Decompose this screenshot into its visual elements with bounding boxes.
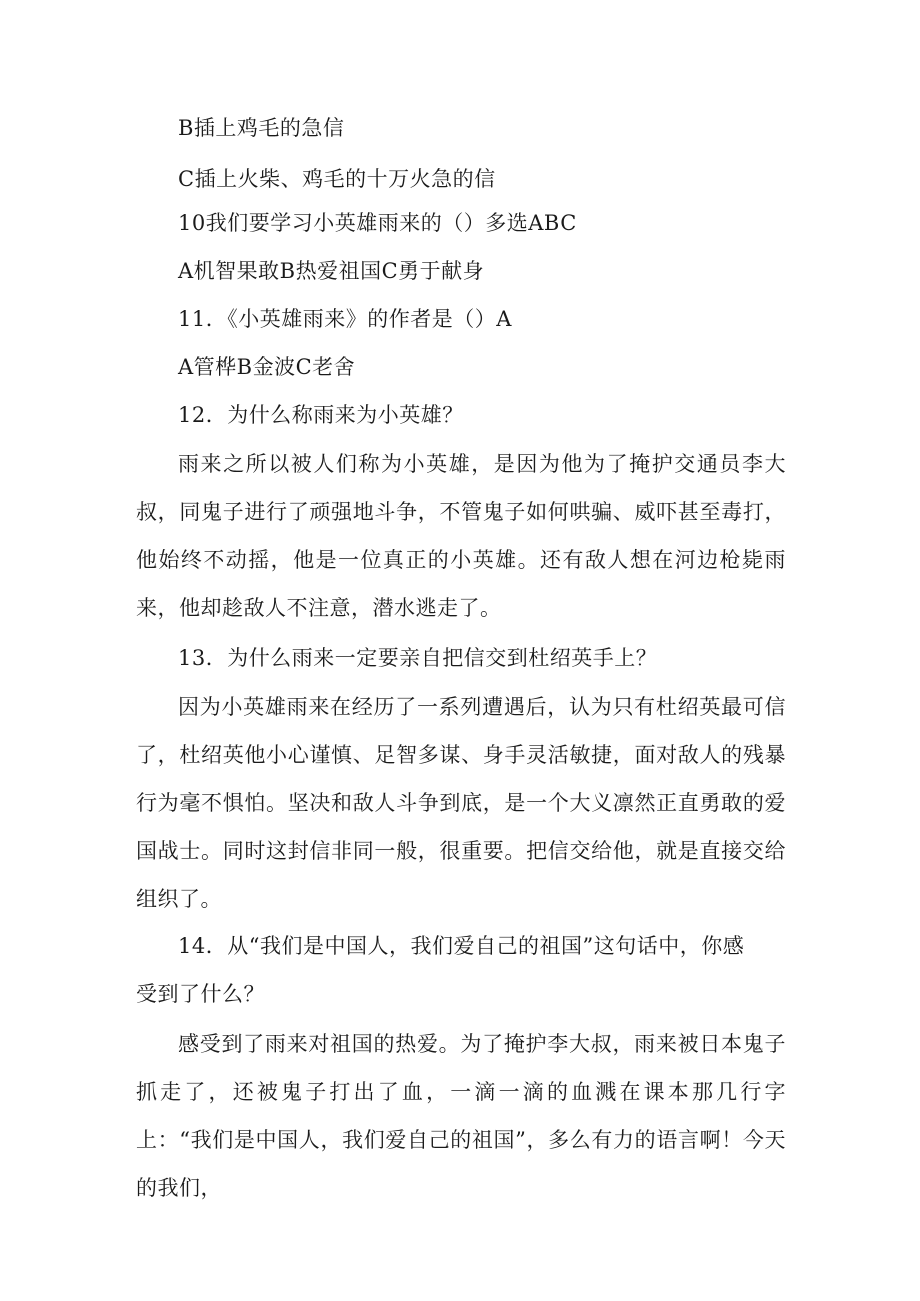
answer-13-paragraph: 因为小英雄雨来在经历了一系列遭遇后，认为只有杜绍英最可信了，杜绍英他小心谨慎、足智多谋、身手灵活敏捷，面对敌人的残暴行为毫不惧怕。坚决和敌人斗争到底，是一个大义凛然正直勇敢的爱国战士。同时这封信非同一般，很重要。把信交给他，就是直接交给组织了。 bbox=[136, 695, 786, 911]
question-11-options: A管桦B金波C老舍 bbox=[178, 355, 356, 379]
question-14-line-1: 14．从“我们是中国人，我们爱自己的祖国”这句话中，你感 bbox=[178, 934, 745, 958]
question-11: 11．《小英雄雨来》的作者是（）A bbox=[178, 307, 512, 331]
option-c-line: C插上火柴、鸡毛的十万火急的信 bbox=[178, 167, 496, 191]
answer-12-paragraph: 雨来之所以被人们称为小英雄，是因为他为了掩护交通员李大叔，同鬼子进行了顽强地斗争，不管鬼子如何哄骗、威吓甚至毒打，他始终不动摇，他是一位真正的小英雄。还有敌人想在河边枪毙雨来，他却趁敌人不注意，潜水逃走了。 bbox=[136, 452, 786, 620]
answer-14-paragraph: 感受到了雨来对祖国的热爱。为了掩护李大叔，雨来被日本鬼子抓走了，还被鬼子打出了血，一滴一滴的血溅在课本那几行字上：“我们是中国人，我们爱自己的祖国”，多么有力的语言啊！今天的我们， bbox=[136, 1032, 786, 1200]
question-13: 13．为什么雨来一定要亲自把信交到杜绍英手上？ bbox=[178, 646, 658, 670]
question-14-line-2: 受到了什么？ bbox=[136, 982, 265, 1006]
option-b-line: B插上鸡毛的急信 bbox=[178, 116, 345, 140]
question-12: 12．为什么称雨来为小英雄？ bbox=[178, 403, 464, 427]
question-10: 10我们要学习小英雄雨来的（）多选ABC bbox=[178, 211, 577, 235]
question-10-options: A机智果敢B热爱祖国C勇于献身 bbox=[178, 259, 485, 283]
